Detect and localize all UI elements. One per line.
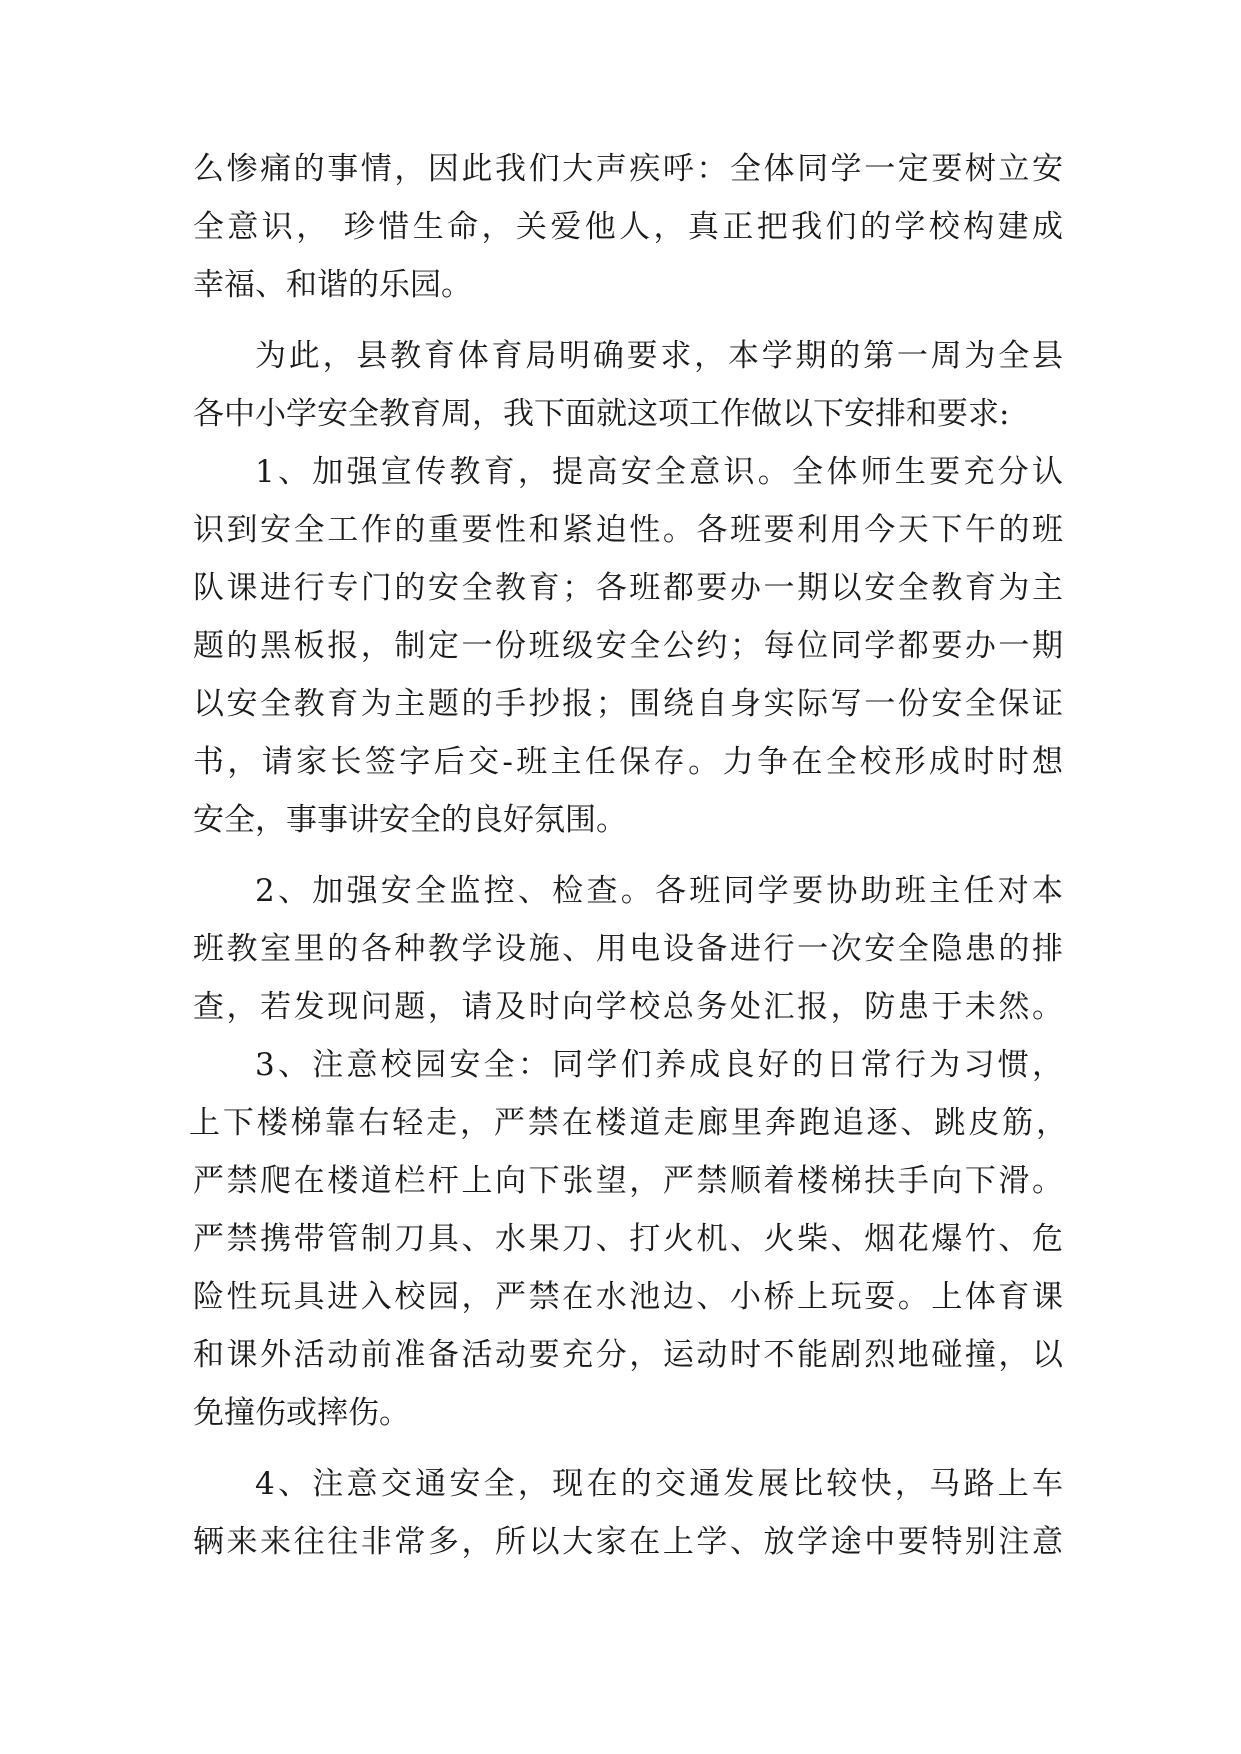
paragraph-6 (193, 1455, 1063, 1571)
text-line: 识到安全工作的重要性和紧迫性。各班要利用今天下午的班 (193, 512, 1063, 548)
text-line: 3、注意校园安全：同学们养成良好的日常行为习惯， (255, 1047, 1063, 1083)
text-line: 书，请家长签字后交-班主任保存。力争在全校形成时时想 (193, 744, 1063, 780)
text-line: 1、加强宣传教育，提高安全意识。全体师生要充分认 (255, 454, 1063, 490)
text-line: 题的黑板报，制定一份班级安全公约；每位同学都要办一期 (193, 628, 1063, 664)
text-line: 幸福、和谐的乐园。 (193, 267, 472, 303)
paragraph-2 (193, 327, 1063, 443)
text-line: 2、加强安全监控、检查。各班同学要协助班主任对本 (255, 873, 1063, 909)
text-line: 上下楼梯靠右轻走，严禁在楼道走廊里奔跑追逐、跳皮筋， (189, 1105, 1067, 1141)
text-line: 队课进行专门的安全教育；各班都要办一期以安全教育为主 (193, 570, 1063, 606)
text-line: 和课外活动前准备活动要充分，运动时不能剧烈地碰撞，以 (193, 1337, 1063, 1373)
text-line: 全意识， 珍惜生命，关爱他人，真正把我们的学校构建成 (193, 209, 1063, 245)
text-line: 险性玩具进入校园，严禁在水池边、小桥上玩耍。上体育课 (193, 1279, 1063, 1315)
text-line: 么惨痛的事情，因此我们大声疾呼：全体同学一定要树立安 (193, 151, 1063, 187)
text-line: 辆来来往往非常多，所以大家在上学、放学途中要特别注意 (193, 1524, 1063, 1560)
text-line: 为此，县教育体育局明确要求，本学期的第一周为全县 (255, 338, 1063, 374)
text-line: 各中小学安全教育周，我下面就这项工作做以下安排和要求: (193, 396, 1010, 432)
text-line: 查，若发现问题，请及时向学校总务处汇报，防患于未然。 (193, 989, 1063, 1025)
text-line: 4、注意交通安全，现在的交通发展比较快，马路上车 (255, 1466, 1063, 1502)
text-line: 以安全教育为主题的手抄报；围绕自身实际写一份安全保证 (193, 686, 1063, 722)
paragraph-4 (193, 862, 1063, 1036)
text-line: 安全，事事讲安全的良好氛围。 (193, 802, 627, 838)
paragraph-3 (193, 443, 1063, 849)
text-line: 严禁爬在楼道栏杆上向下张望，严禁顺着楼梯扶手向下滑。 (193, 1163, 1063, 1199)
text-line: 免撞伤或摔伤。 (193, 1395, 410, 1431)
text-line: 严禁携带管制刀具、水果刀、打火机、火柴、烟花爆竹、危 (193, 1221, 1063, 1257)
text-line: 班教室里的各种教学设施、用电设备进行一次安全隐患的排 (193, 931, 1063, 967)
paragraph-5 (189, 1036, 1067, 1442)
document-body (189, 140, 1067, 1571)
paragraph-1 (193, 140, 1063, 314)
